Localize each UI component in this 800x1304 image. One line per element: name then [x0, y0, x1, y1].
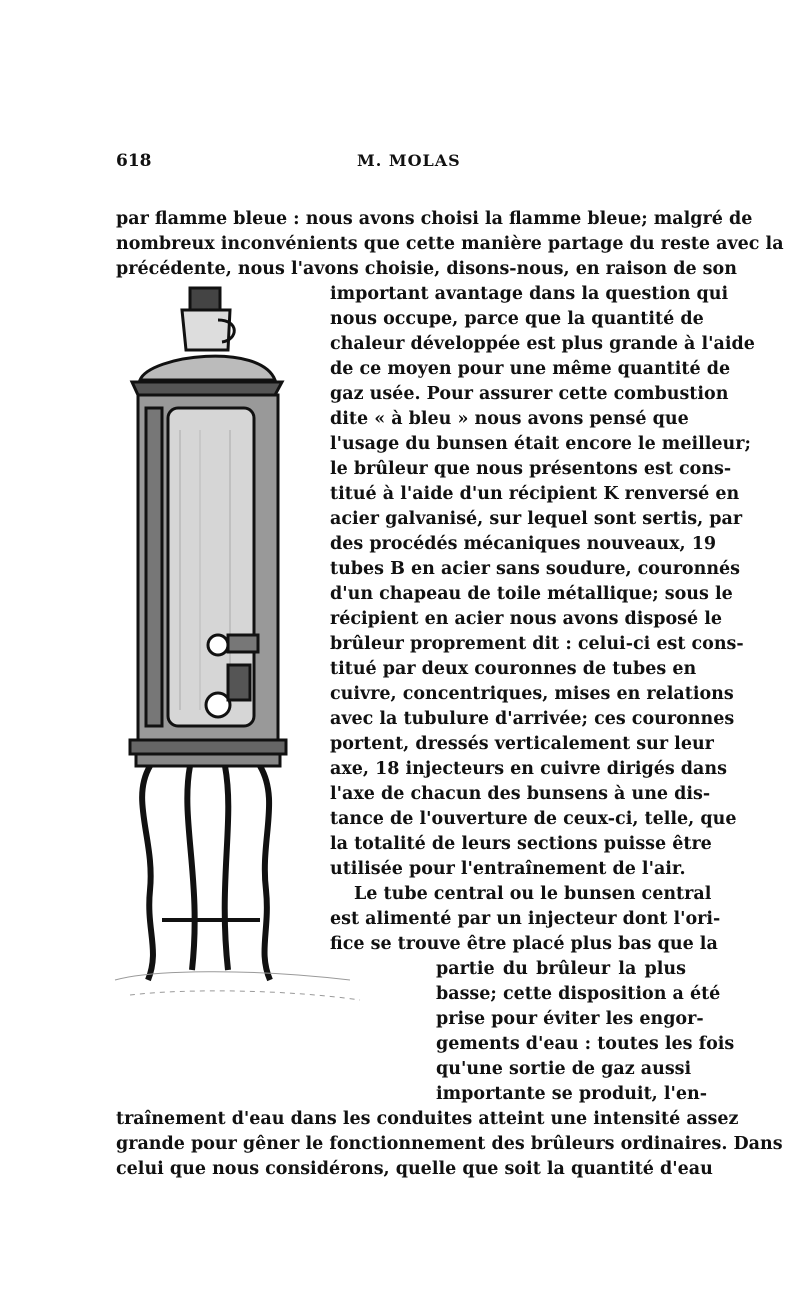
stove-dome: [132, 356, 282, 395]
text-line: précédente, nous l'avons choisie, disons-nous, en raison de son: [116, 259, 737, 279]
text-line: est alimenté par un injecteur dont l'ori-: [330, 909, 721, 929]
page-number: 618: [116, 151, 152, 171]
text-line: nombreux inconvénients que cette manière partage du reste avec la: [116, 234, 784, 254]
text-line: de ce moyen pour une même quantité de: [330, 359, 731, 379]
text-line: partie du brûleur la plus: [436, 959, 686, 979]
text-line: nous occupe, parce que la quantité de: [330, 309, 704, 329]
text-line: dite « à bleu » nous avons pensé que: [330, 409, 689, 429]
text-line: tance de l'ouverture de ceux-ci, telle, que: [330, 809, 737, 829]
text-line: importante se produit, l'en-: [436, 1084, 707, 1104]
stove-legs: [142, 766, 270, 980]
text-line: axe, 18 injecteurs en cuivre dirigés dans: [330, 759, 727, 779]
text-line: utilisée pour l'entraînement de l'air.: [330, 859, 686, 879]
text-line: acier galvanisé, sur lequel sont sertis, par: [330, 509, 743, 529]
text-line: cuivre, concentriques, mises en relations: [330, 684, 734, 704]
text-line: gements d'eau : toutes les fois: [436, 1034, 735, 1054]
text-line: titué par deux couronnes de tubes en: [330, 659, 697, 679]
text-line: récipient en acier nous avons disposé le: [330, 609, 723, 629]
text-line: traînement d'eau dans les conduites atteint une intensité assez: [116, 1109, 739, 1129]
text-line: par flamme bleue : nous avons choisi la flamme bleue; malgré de: [116, 209, 753, 229]
text-line: prise pour éviter les engor-: [436, 1009, 704, 1029]
text-line: d'un chapeau de toile métallique; sous le: [330, 584, 733, 604]
text-line: basse; cette disposition a été: [436, 984, 721, 1004]
running-title: M. MOLAS: [357, 151, 461, 170]
text-line: titué à l'aide d'un récipient K renversé en: [330, 484, 740, 504]
text-line: avec la tubulure d'arrivée; ces couronnes: [330, 709, 735, 729]
text-line: la totalité de leurs sections puisse être: [330, 834, 712, 854]
text-line: celui que nous considérons, quelle que soit la quantité d'eau: [116, 1159, 713, 1179]
text-line: portent, dressés verticalement sur leur: [330, 734, 714, 754]
text-line: important avantage dans la question qui: [330, 284, 729, 304]
text-line: Le tube central ou le bunsen central: [354, 884, 712, 904]
stove-body: [138, 395, 278, 740]
text-line: brûleur proprement dit : celui-ci est cons-: [330, 634, 744, 654]
stove-chimney: [182, 288, 234, 350]
text-line: tubes B en acier sans soudure, couronnés: [330, 559, 741, 579]
text-line: qu'une sortie de gaz aussi: [436, 1059, 692, 1079]
text-line: grande pour gêner le fonctionnement des brûleurs ordinaires. Dans: [116, 1134, 783, 1154]
stove-base: [130, 740, 286, 766]
text-line: fice se trouve être placé plus bas que la: [330, 934, 718, 954]
text-line: gaz usée. Pour assurer cette combustion: [330, 384, 729, 404]
text-line: l'usage du bunsen était encore le meilleur;: [330, 434, 751, 454]
text-line: le brûleur que nous présentons est cons-: [330, 459, 732, 479]
text-line: des procédés mécaniques nouveaux, 19: [330, 534, 717, 554]
text-line: chaleur développée est plus grande à l'aide: [330, 334, 755, 354]
text-line: l'axe de chacun des bunsens à une dis-: [330, 784, 711, 804]
